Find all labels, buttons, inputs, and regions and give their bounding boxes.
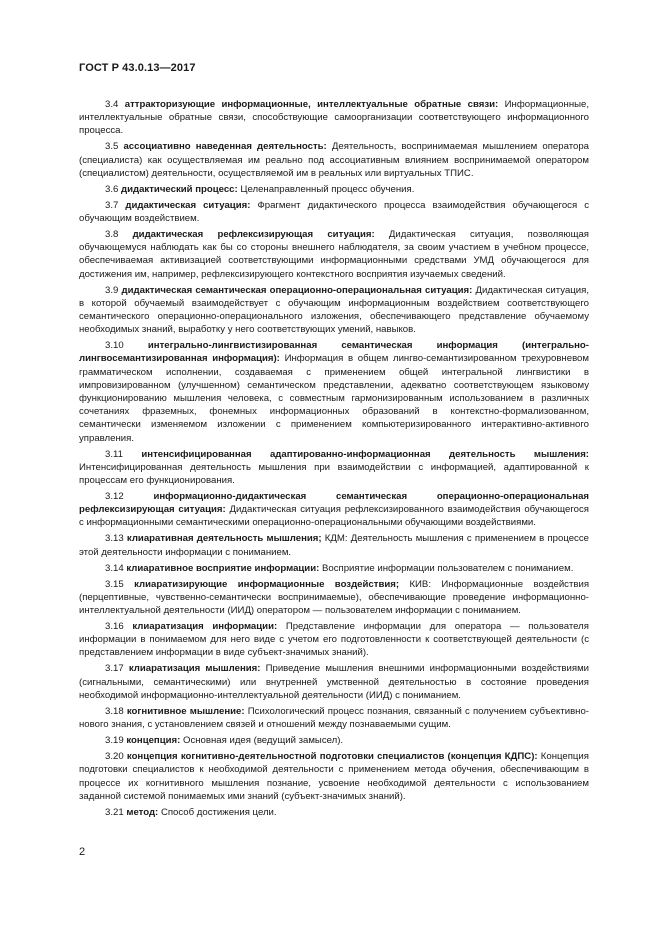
entry-term: ассоциативно наведенная деятельность: <box>123 141 327 153</box>
entry-term: информационно-дидактическая семантическая операционно-операциональная рефлексизирующая ситуация: <box>79 491 590 516</box>
entry-term: концепция: <box>126 735 181 747</box>
entry-number: 3.19 <box>105 735 124 747</box>
definition-entry <box>79 284 589 337</box>
entry-term: клиаративная деятельность мышления; <box>126 533 322 545</box>
entry-number: 3.17 <box>105 663 124 675</box>
entry-number: 3.9 <box>105 284 119 296</box>
entry-number: 3.10 <box>105 340 124 352</box>
entry-number: 3.12 <box>105 491 124 503</box>
entry-term: клиаративное восприятие информации: <box>126 562 320 574</box>
definition-entry <box>79 734 589 747</box>
entry-text: Целенаправленный процесс обучения. <box>240 183 415 195</box>
entry-text: Деятельность, воспринимаемая мышлением оператора (специалиста) как осуществляемая им реально под ассоциативным влиянием воспринимаемой оператором (специалистом) деятельности, осуществляемой им в реальных или виртуальных ТПИС. <box>79 141 590 179</box>
entry-number: 3.4 <box>105 99 119 110</box>
entry-number: 3.16 <box>105 621 124 633</box>
entry-number: 3.11 <box>105 448 123 460</box>
entry-text: Интенсифицированная деятельность мышления при взаимодействии с информацией, адаптированной к процессам его функционирования. <box>79 461 589 487</box>
definition-entry <box>79 562 589 575</box>
entry-term: концепция когнитивно-деятельностной подготовки специалистов (концепция КДПС): <box>126 751 538 763</box>
entry-term: клиаратизирующие информационные воздействия; <box>134 578 400 590</box>
definition-entry <box>79 578 589 618</box>
entry-text: Информация в общем лингво-семантизированном трехуровневом грамматическом исполнении, создаваемая с применением общей интегральной лингвистики в импровизированном (улучшенном) семантическом представлении, адекватно соответствующем языковому функционированию мышления человека, с совместным гармонизированным использованием в различных сочетаниях фраземных, фонемных информационных образований в контекстно-формализованном, семантически изменяемом изложении с применением компьютеризированного интерактивно-активного управления. <box>79 353 589 444</box>
definitions-list <box>79 98 589 822</box>
entry-text: Дидактическая ситуация, в которой обучаемый взаимодействует с обучающим информационным воздействием соответствующего семантического операционно-операционального изложения, обеспечивающего представление обучаемому необходимых знаний, выработку у него соответствующих умений, навыков. <box>79 284 589 336</box>
definition-entry <box>79 490 589 530</box>
entry-text: Дидактическая ситуация рефлексизированного взаимодействия обучающегося с информационными семантическими операционно-операциональными обучающими воздействиями. <box>79 504 589 529</box>
entry-number: 3.13 <box>105 533 124 545</box>
definition-entry <box>79 140 589 180</box>
entry-term: аттракторизующие информационные, интеллектуальные обратные связи: <box>124 99 499 110</box>
document-header: ГОСТ Р 43.0.13—2017 <box>79 62 196 74</box>
entry-text: Фрагмент дидактического процесса взаимодействия обучающегося с обучающим воздействием. <box>79 199 590 225</box>
definition-entry <box>79 448 589 488</box>
entry-text: Основная идея (ведущий замысел). <box>182 735 344 747</box>
entry-term: интенсифицированная адаптированно-информационная деятельность мышления: <box>141 448 590 460</box>
definition-entry <box>79 532 589 558</box>
definition-entry <box>79 620 589 660</box>
definition-entry <box>79 750 589 803</box>
entry-number: 3.14 <box>105 562 124 574</box>
entry-term: метод: <box>126 806 159 818</box>
entry-term: интегрально-лингвистизированная семантическая информация (интегрально-лингвосемантизированная информация): <box>79 340 589 365</box>
entry-number: 3.15 <box>105 578 124 590</box>
entry-number: 3.7 <box>105 199 119 211</box>
entry-term: клиаратизация мышления: <box>128 663 261 675</box>
entry-text: КИВ: Информационные воздействия (перцептивные, чувственно-семантически воспринимаемые), обеспечивающие проведение информационно-интеллектуальной деятельности (ИИД) оператором — пользователем информации с пониманием. <box>79 578 590 617</box>
entry-term: дидактический процесс: <box>121 183 238 195</box>
entry-term: клиаратизация информации: <box>132 621 278 633</box>
entry-term: когнитивное мышление: <box>126 705 245 717</box>
definition-entry <box>79 339 589 445</box>
entry-text: КДМ: Деятельность мышления с применением в процессе этой деятельности информации с пониманием. <box>79 533 589 558</box>
page-number: 2 <box>79 846 86 858</box>
definition-entry <box>79 199 589 225</box>
entry-number: 3.21 <box>105 806 124 818</box>
entry-text: Психологический процесс познания, связанный с получением субъективно-нового знания, с установлением связей и отношений между познаваемыми сущим. <box>79 705 589 731</box>
entry-text: Способ достижения цели. <box>160 806 277 818</box>
definition-entry <box>79 228 589 281</box>
definition-entry <box>79 98 589 138</box>
entry-text: Приведение мышления внешними информационными воздействиями (сигнальными, семантическими) или внутренней умственной деятельностью в состояние проведения необходимой информационно-интеллектуальной деятельности (ИИД) с пониманием. <box>79 663 590 701</box>
entry-term: дидактическая рефлексизирующая ситуация: <box>132 229 375 241</box>
definition-entry <box>79 705 589 731</box>
entry-text: Представление информации для оператора — пользователя информации в понимаемом для него виде с учетом его подготовленности к соответствующей деятельности (с представлением информации в виде субъект-значимых знаний). <box>79 621 589 659</box>
definition-entry <box>79 806 589 819</box>
entry-number: 3.8 <box>105 229 119 241</box>
entry-text: Информационные, интеллектуальные обратные связи, способствующие самоорганизации соответствующего информационного процесса. <box>79 99 590 137</box>
entry-text: Концепция подготовки специалистов к необходимой деятельности с применением метода обучения, обеспечивающим в процессе их когнитивного мышления познание, усвоение необходимой деятельности с использованием заданной системой понимаемых ими знаний (субъект-значимых знаний). <box>79 751 589 802</box>
definition-entry <box>79 662 589 702</box>
entry-number: 3.20 <box>105 751 124 763</box>
entry-text: Дидактическая ситуация, позволяющая обучающемуся наблюдать как бы со стороны внешнего наблюдателя, за своим участием в учебном процессе, обеспечиваемая активизацией соответствующими информационными средствами УМД обучающегося для достижения им, например, рефлексизирующего контекстного восприятия изучаемых сведений. <box>79 229 589 280</box>
entry-number: 3.5 <box>105 141 119 153</box>
entry-number: 3.6 <box>105 183 119 195</box>
entry-term: дидактическая ситуация: <box>125 199 251 211</box>
definition-entry <box>79 183 589 196</box>
entry-text: Восприятие информации пользователем с пониманием. <box>321 562 574 574</box>
entry-number: 3.18 <box>105 705 124 717</box>
entry-term: дидактическая семантическая операционно-операциональная ситуация: <box>121 284 473 296</box>
